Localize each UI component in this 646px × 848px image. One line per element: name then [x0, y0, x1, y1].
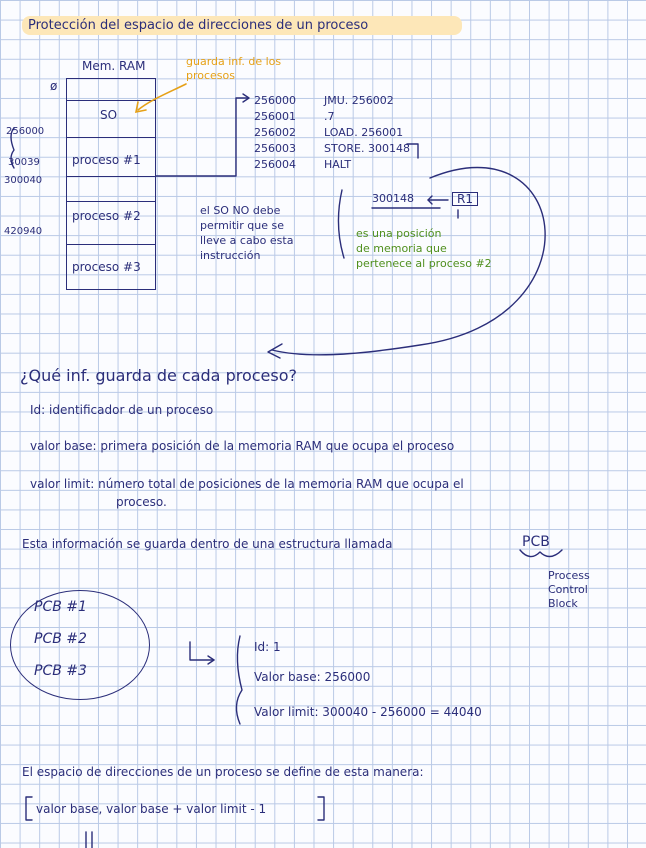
pcb-brace — [520, 550, 562, 557]
so-note-line: el SO NO debe — [200, 204, 281, 217]
page-title: Protección del espacio de direcciones de un proceso — [28, 18, 369, 33]
ram-divider — [67, 100, 155, 101]
code-instr: HALT — [324, 158, 352, 171]
formula-right-bracket — [318, 797, 324, 820]
question-heading: ¿Qué inf. guarda de cada proceso? — [20, 366, 297, 385]
ram-block-proceso-2: proceso #2 — [72, 209, 141, 223]
pcb-arrow-head — [208, 656, 214, 664]
brace-so-note — [338, 190, 344, 258]
ram-divider — [67, 176, 155, 177]
green-note-line: es una posición — [356, 227, 442, 240]
so-note-line: instrucción — [200, 249, 261, 262]
ram-block-proceso-1: proceso #1 — [72, 153, 141, 167]
pcb-expand-line: Control — [548, 583, 588, 596]
arrow-to-code — [156, 98, 248, 176]
code-addr: 256002 — [254, 126, 296, 139]
so-note-line: permitir que se — [200, 219, 284, 232]
address-420940: 420940 — [4, 226, 43, 237]
equals-mark — [86, 832, 92, 848]
pcb-detail-id: Id: 1 — [254, 640, 281, 654]
code-instr: JMU. 256002 — [324, 94, 394, 107]
loop-arrow-head — [268, 344, 282, 358]
pcb-list-item: PCB #1 — [34, 599, 87, 615]
r1-value: 300148 — [372, 192, 414, 205]
pcb-expand-line: Block — [548, 597, 578, 610]
r1-register: R1 — [452, 192, 478, 206]
ram-note-line2: procesos — [186, 69, 236, 82]
pcb-word: PCB — [522, 534, 550, 550]
code-addr: 256000 — [254, 94, 296, 107]
ram-label: Mem. RAM — [82, 59, 146, 73]
pcb-list-item: PCB #2 — [34, 631, 87, 647]
ram-divider — [67, 201, 155, 202]
code-instr: .7 — [324, 110, 335, 123]
ram-divider — [67, 137, 155, 138]
definition-valor-limit: valor limit: número total de posiciones de la memoria RAM que ocupa el — [30, 477, 464, 491]
ram-note-line1: guarda inf. de los — [186, 55, 282, 68]
pcb-expand-line: Process — [548, 569, 590, 582]
ram-block-so: SO — [100, 108, 118, 122]
pcb-arrow — [190, 642, 214, 660]
definition-valor-limit-cont: proceso. — [116, 495, 167, 509]
address-space-sentence: El espacio de direcciones de un proceso se define de esta manera: — [22, 765, 424, 779]
code-instr: LOAD. 256001 — [324, 126, 404, 139]
address-256000: 256000 — [6, 126, 45, 137]
arrow-head — [243, 94, 249, 102]
code-addr: 256001 — [254, 110, 296, 123]
ram-divider — [67, 244, 155, 245]
pcb-detail-base: Valor base: 256000 — [254, 670, 371, 684]
r1-arrow-head — [428, 196, 432, 204]
formula-left-bracket — [26, 797, 32, 820]
so-note-line: lleve a cabo esta — [200, 234, 294, 247]
code-addr: 256004 — [254, 158, 296, 171]
code-instr: STORE. 300148 — [324, 142, 410, 155]
address-30039: 30039 — [8, 157, 40, 168]
definition-valor-base: valor base: primera posición de la memoria RAM que ocupa el proceso — [30, 439, 455, 453]
pcb-list-item: PCB #3 — [34, 663, 87, 679]
definition-id: Id: identificador de un proceso — [30, 403, 214, 417]
address-space-formula: valor base, valor base + valor limit - 1 — [36, 802, 267, 816]
address-300040: 300040 — [4, 175, 43, 186]
green-note-line: pertenece al proceso #2 — [356, 257, 492, 270]
green-note-line: de memoria que — [356, 242, 447, 255]
pcb-detail-limit: Valor limit: 300040 - 256000 = 44040 — [254, 705, 482, 719]
pcb-sentence: Esta información se guarda dentro de una estructura llamada — [22, 537, 393, 551]
ram-block-proceso-3: proceso #3 — [72, 260, 141, 274]
pcb-detail-brace — [236, 636, 242, 724]
code-addr: 256003 — [254, 142, 296, 155]
ram-zero-label: ø — [50, 79, 58, 93]
